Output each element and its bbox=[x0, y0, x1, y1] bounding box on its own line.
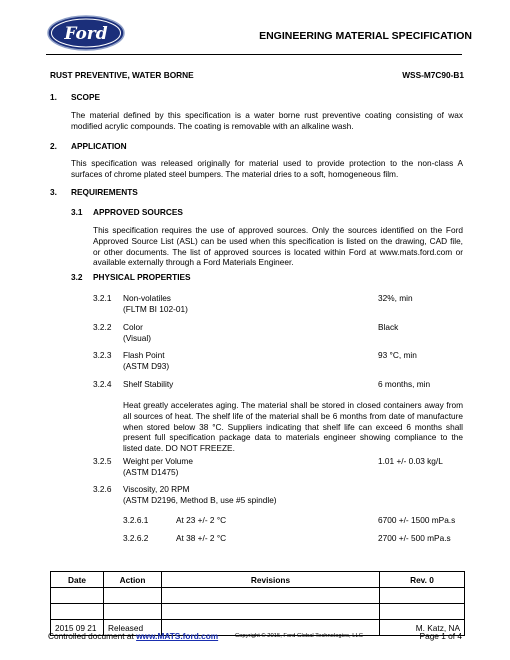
sub-property-condition: At 23 +/- 2 °C bbox=[176, 515, 227, 525]
section-number: 3. bbox=[50, 187, 57, 197]
property-label: Weight per Volume bbox=[123, 456, 193, 466]
property-value: 93 °C, min bbox=[378, 350, 417, 360]
property-label: Viscosity, 20 RPM bbox=[123, 484, 190, 494]
subsection-number: 3.2 bbox=[71, 272, 83, 282]
controlled-document-note bbox=[48, 631, 218, 642]
paragraph-line: listed date. DO NOT FREEZE. bbox=[123, 443, 235, 454]
property-method: (ASTM D2196, Method B, use #5 spindle) bbox=[123, 495, 277, 505]
header-rule bbox=[46, 54, 462, 55]
subsection-title-physical-properties: PHYSICAL PROPERTIES bbox=[93, 272, 191, 282]
property-number: 3.2.3 bbox=[93, 350, 112, 360]
table-cell: Released bbox=[104, 620, 162, 636]
svg-text:Ford: Ford bbox=[64, 24, 108, 44]
scope-paragraph bbox=[71, 110, 463, 132]
property-method: (ASTM D1475) bbox=[123, 467, 179, 477]
property-value: 6 months, min bbox=[378, 379, 431, 389]
paragraph-line: Approved Source List (ASL) can be used when this specification is listed on the drawing, CAD file, bbox=[93, 235, 463, 246]
paragraph-line: or other documents. The list of approved sources is located within Ford at www.mats.ford.com or bbox=[93, 246, 463, 257]
copyright-notice: Copyright © 2015, Ford Global Technologies, LLC bbox=[235, 633, 363, 639]
table-header-row bbox=[51, 572, 465, 588]
revision-table bbox=[50, 571, 465, 636]
paragraph-line: surfaces of chrome plated steel bumpers. The material dries to a soft, homogeneous film. bbox=[71, 168, 399, 179]
column-header-revisions: Revisions bbox=[162, 572, 380, 588]
mats-link[interactable]: www.MATS.ford.com bbox=[136, 631, 219, 641]
ford-logo bbox=[46, 14, 126, 52]
page-number: Page 1 of 4 bbox=[419, 631, 462, 641]
sub-property-value: 6700 +/- 1500 mPa.s bbox=[378, 515, 456, 525]
property-method: (Visual) bbox=[123, 333, 151, 343]
sub-property-value: 2700 +/- 500 mPa.s bbox=[378, 533, 451, 543]
section-title-requirements: REQUIREMENTS bbox=[71, 187, 138, 197]
paragraph-line: modified acrylic compounds. The coating is removable with an alkaline wash. bbox=[71, 120, 354, 131]
property-method: (ASTM D93) bbox=[123, 361, 170, 371]
property-number: 3.2.1 bbox=[93, 293, 112, 303]
subsection-number: 3.1 bbox=[71, 207, 83, 217]
property-number: 3.2.6 bbox=[93, 484, 112, 494]
property-value: Black bbox=[378, 322, 399, 332]
table-cell: 2015 09 21 bbox=[51, 620, 104, 636]
table-row bbox=[51, 588, 465, 604]
approved-sources-paragraph bbox=[93, 225, 463, 268]
column-header-rev: Rev. 0 bbox=[380, 572, 465, 588]
section-number: 2. bbox=[50, 141, 57, 151]
paragraph-line: present full specification package data to materials engineer showing compliance to the bbox=[123, 432, 463, 443]
paragraph-line: when stored below 38 °C. Suppliers indicating that shelf life can exceed 6 months shall bbox=[123, 421, 463, 432]
controlled-prefix: Controlled document at bbox=[48, 631, 137, 641]
property-label: Shelf Stability bbox=[123, 379, 174, 389]
paragraph-line: Heat greatly accelerates aging. The material shall be stored in closed containers away from bbox=[123, 400, 463, 410]
property-value: 1.01 +/- 0.03 kg/L bbox=[378, 456, 443, 466]
document-title: ENGINEERING MATERIAL SPECIFICATION bbox=[259, 30, 472, 42]
sub-property-number: 3.2.6.1 bbox=[123, 515, 149, 525]
sub-property-condition: At 38 +/- 2 °C bbox=[176, 533, 227, 543]
paragraph-line: The material defined by this specification is a water borne rust preventive coating consisting of wax bbox=[71, 110, 463, 120]
property-label: Color bbox=[123, 322, 143, 332]
paragraph-line: This specification requires the use of approved sources. Only the sources identified on the Ford bbox=[93, 225, 463, 235]
property-method: (FLTM BI 102-01) bbox=[123, 304, 188, 314]
property-label: Flash Point bbox=[123, 350, 165, 360]
section-number: 1. bbox=[50, 92, 57, 102]
property-value: 32%, min bbox=[378, 293, 413, 303]
paragraph-line: all sources of heat. The shelf life of the material shall be 6 months from date of manufacture bbox=[123, 410, 463, 421]
table-row bbox=[51, 604, 465, 620]
material-title: RUST PREVENTIVE, WATER BORNE bbox=[50, 70, 194, 80]
subsection-title-approved-sources: APPROVED SOURCES bbox=[93, 207, 183, 217]
column-header-date: Date bbox=[51, 572, 104, 588]
section-title-scope: SCOPE bbox=[71, 92, 101, 102]
paragraph-line: This specification was released originally for material used to provide protection to the non-class A bbox=[71, 158, 463, 168]
section-title-application: APPLICATION bbox=[71, 141, 127, 151]
table-cell bbox=[104, 588, 162, 604]
sub-property-number: 3.2.6.2 bbox=[123, 533, 149, 543]
table-cell bbox=[162, 588, 380, 604]
column-header-action: Action bbox=[104, 572, 162, 588]
table-cell bbox=[380, 604, 465, 620]
property-number: 3.2.4 bbox=[93, 379, 112, 389]
application-paragraph bbox=[71, 158, 463, 180]
shelf-stability-note bbox=[123, 400, 463, 454]
table-cell bbox=[380, 588, 465, 604]
paragraph-line: available externally through a Ford Materials Engineer. bbox=[93, 257, 294, 268]
table-cell bbox=[162, 604, 380, 620]
table-cell bbox=[51, 604, 104, 620]
property-number: 3.2.2 bbox=[93, 322, 112, 332]
spec-number: WSS-M7C90-B1 bbox=[402, 70, 464, 80]
table-cell bbox=[51, 588, 104, 604]
property-label: Non-volatiles bbox=[123, 293, 171, 303]
property-number: 3.2.5 bbox=[93, 456, 112, 466]
table-cell: M. Katz, NA bbox=[380, 620, 465, 636]
table-cell bbox=[104, 604, 162, 620]
